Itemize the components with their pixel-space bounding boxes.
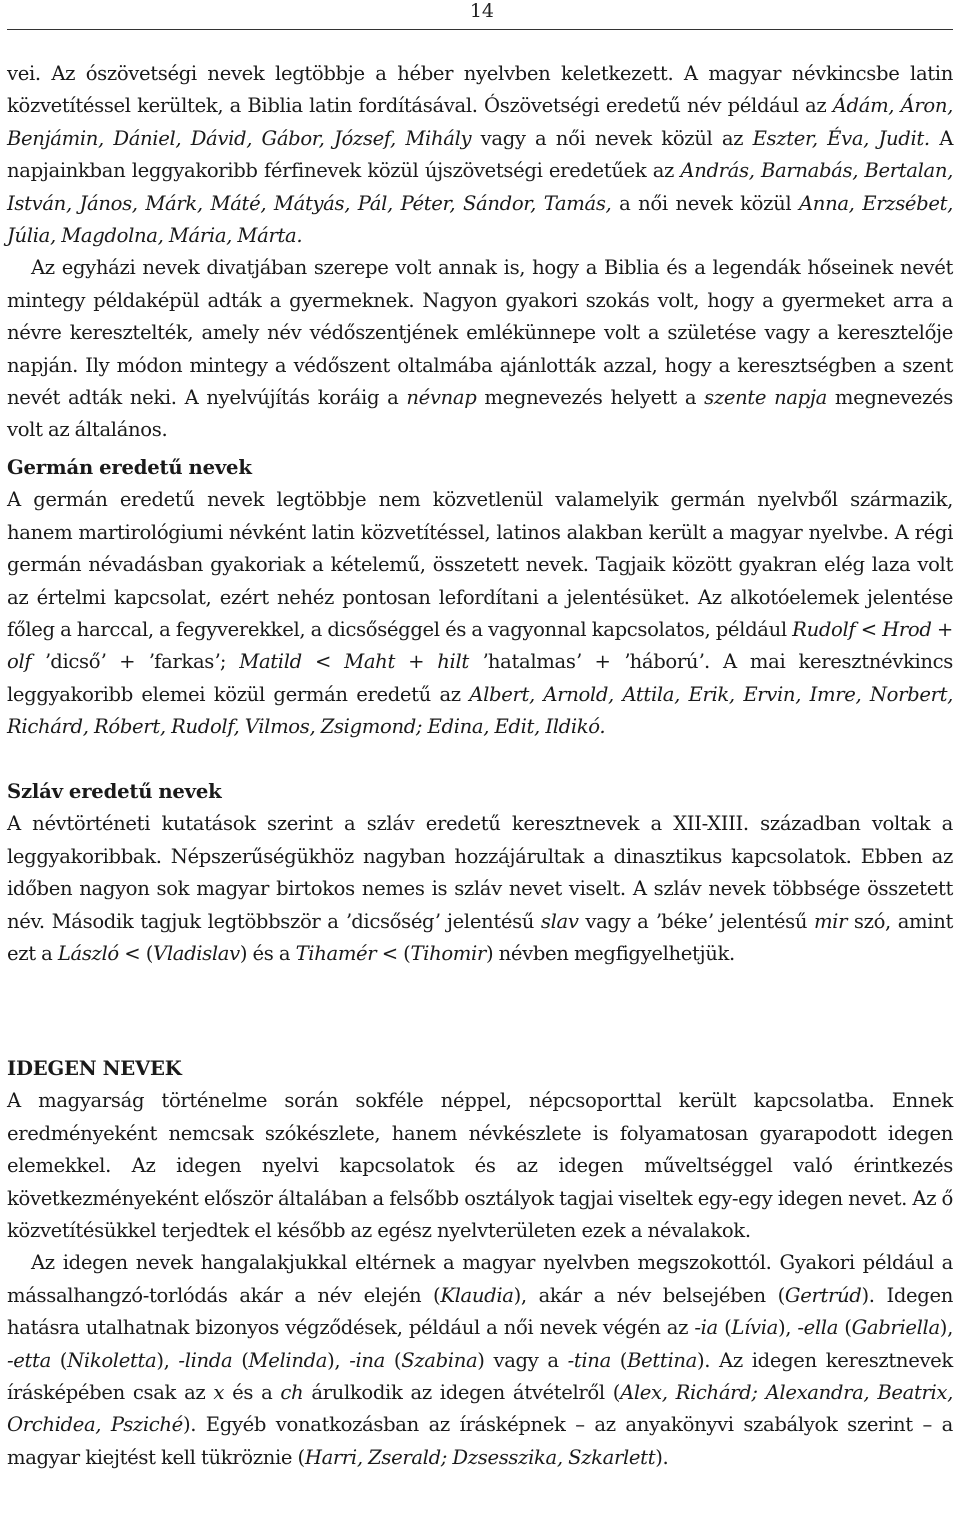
- german-section: [7, 452, 953, 744]
- italic-term: slav: [540, 909, 579, 933]
- italic-term: Nikoletta: [67, 1348, 157, 1372]
- italic-term: -ia: [694, 1316, 718, 1340]
- italic-term: Eszter, Éva, Judit.: [752, 126, 930, 150]
- italic-term: -ina: [349, 1348, 385, 1372]
- italic-term: Bettina: [627, 1348, 697, 1372]
- section-heading-foreign: IDEGEN NEVEK: [7, 1057, 182, 1080]
- italic-term: olf: [7, 650, 32, 674]
- slavic-section: [7, 776, 953, 970]
- italic-term: x: [213, 1381, 225, 1405]
- italic-term: Maht: [344, 650, 395, 674]
- italic-term: Anna, Erzsébet, Júlia, Magdolna, Mária, Márta.: [7, 191, 953, 248]
- italic-term: Lívia: [731, 1316, 778, 1340]
- section-heading-slavic: Szláv eredetű nevek: [7, 780, 222, 803]
- italic-term: Rudolf: [792, 618, 856, 642]
- foreign-paragraph-1: A magyarság történelme során sokféle néppel, népcsoporttal került kapcsolatba. Ennek eredményeként nemcsak szókészlete, hanem névkészlete is folyamatosan gyarapodott idegen elemekkel. Az idegen nyelvi kapcsolatok és az idegen műveltséggel való érintkezés következményeként először általában a felsőbb osztályok tagjai viseltek egy-egy idegen nevet. Az ő közvetítésükkel terjedtek el később az egész nyelvterületen ezek a névalakok.: [7, 1089, 953, 1243]
- italic-term: László: [57, 942, 119, 966]
- italic-term: -ella: [797, 1316, 839, 1340]
- intro-paragraph-2: Az egyházi nevek divatjában szerepe volt annak is, hogy a Biblia és a legendák hőseinek nevét mintegy példaképül adták a gyermeknek. Nagyon gyakori szokás volt, hogy a gyermeket arra a névre keresztelték, amely név védőszentjének emlékünnepe volt a születése vagy a keresztelője napján. Ily módon mintegy a védőszent oltalmába ajánlották azzal, hogy a keresztségben a szent nevét adták neki. A nyelvújítás koráig a névnap megnevezés helyett a szente napja megnevezés volt az általános.: [7, 256, 953, 442]
- italic-term: Harri, Zserald; Dzsesszika, Szkarlett: [304, 1445, 656, 1469]
- italic-term: Tihamér: [295, 942, 377, 966]
- italic-term: Klaudia: [440, 1283, 514, 1307]
- italic-term: mir: [813, 909, 848, 933]
- foreign-paragraph-2: Az idegen nevek hangalakjukkal eltérnek a magyar nyelvben megszokottól. Gyakori például a mássalhangzó-torlódás akár a név elején (Klaudia), akár a név belsejében (Gertrúd). Idegen hatásra utalhatnak bizonyos végződések, például a női nevek végén az -ia (Lívia), -ella (Gabriella), -etta (Nikoletta), -linda (Melinda), -ina (Szabina) vagy a -tina (Bettina). Az idegen keresztnevek írásképében csak az x és a ch árulkodik az idegen átvételről (Alex, Richárd; Alexandra, Beatrix, Orchidea, Psziché). Egyéb vonatkozásban az írásképnek – az anyakönyvi szabályok szerint – a magyar kiejtést kell tükröznie (Harri, Zserald; Dzsesszika, Szkarlett).: [7, 1251, 953, 1469]
- italic-term: Matild: [239, 650, 302, 674]
- italic-term: Alex, Richárd; Alexandra, Beatrix, Orchidea, Psziché: [7, 1381, 953, 1437]
- german-paragraph: A germán eredetű nevek legtöbbje nem közvetlenül valamelyik germán nyelvből származik, hanem martirológiumi névként latin közvetítéssel, latinos alakban került a magyar nyelvbe. A régi germán névadásban gyakoriak a kételemű, összetett nevek. Tagjaik között gyakran elég laza volt az értelmi kapcsolat, ezért nehéz pontosan lefordítani a jelentésüket. Az alkotóelemek jelentése főleg a harccal, a fegyverekkel, a dicsőséggel és a vagyonnal kapcsolatos, például Rudolf < Hrod + olf ʼdicsőʼ + ʼfarkasʼ; Matild < Maht + hilt ʼhatalmasʼ + ʼháborúʼ. A mai keresztnévkincs leggyakoribb elemei közül germán eredetű az Albert, Arnold, Attila, Erik, Ervin, Imre, Norbert, Richárd, Róbert, Rudolf, Vilmos, Zsigmond; Edina, Edit, Ildikó.: [7, 488, 953, 739]
- italic-term: Ádám, Áron, Benjámin, Dániel, Dávid, Gábor, József, Mihály: [7, 94, 953, 150]
- italic-term: Albert, Arnold, Attila, Erik, Ervin, Imre, Norbert, Richárd, Róbert, Rudolf, Vilmos, Zsigmond; Edina, Edit, Ildikó.: [7, 682, 953, 739]
- italic-term: -etta: [7, 1348, 51, 1372]
- slavic-paragraph: A névtörténeti kutatások szerint a szláv eredetű keresztnevek a XII-XIII. században voltak a leggyakoribbak. Népszerűségükhöz nagyban hozzájárultak a dinasztikus kapcsolatok. Ebben az időben nagyon sok magyar birtokos nemes is szláv nevet viselt. A szláv nevek többsége összetett név. Második tagjuk legtöbbször a ʼdicsőségʼ jelentésű slav vagy a ʼbékeʼ jelentésű mir szó, amint ezt a László < (Vladislav) és a Tihamér < (Tihomir) névben megfigyelhetjük.: [7, 812, 953, 966]
- header-rule: [7, 29, 953, 30]
- section-heading-german: Germán eredetű nevek: [7, 456, 252, 479]
- italic-term: Gertrúd: [784, 1283, 862, 1307]
- italic-term: Hrod: [882, 618, 932, 642]
- italic-term: Vladislav: [153, 942, 240, 966]
- italic-term: -linda: [178, 1348, 233, 1372]
- italic-term: hilt: [437, 650, 469, 674]
- italic-term: Szabina: [401, 1348, 478, 1372]
- page-number: 14: [469, 0, 494, 22]
- italic-term: ch: [280, 1381, 304, 1405]
- italic-term: Gabriella: [851, 1316, 940, 1340]
- italic-term: szente napja: [704, 386, 827, 410]
- italic-term: András, Barnabás, Bertalan, István, János, Márk, Máté, Mátyás, Pál, Péter, Sándor, Tamás,: [7, 159, 953, 215]
- foreign-section: [7, 1053, 953, 1474]
- italic-term: Melinda: [248, 1348, 328, 1372]
- italic-term: Tihomir: [410, 942, 486, 966]
- intro-paragraph-1: vei. Az ószövetségi nevek legtöbbje a héber nyelvben keletkezett. A magyar névkincsbe latin közvetítéssel kerültek, a Biblia latin fordításával. Ószövetségi eredetű név például az Ádám, Áron, Benjámin, Dániel, Dávid, Gábor, József, Mihály vagy a női nevek közül az Eszter, Éva, Judit. A napjainkban leggyakoribb férfinevek közül újszövetségi eredetűek az András, Barnabás, Bertalan, István, János, Márk, Máté, Mátyás, Pál, Péter, Sándor, Tamás, a női nevek közül Anna, Erzsébet, Júlia, Magdolna, Mária, Márta.: [7, 62, 953, 248]
- italic-term: névnap: [406, 386, 477, 410]
- italic-term: -tina: [567, 1348, 611, 1372]
- intro-section: [7, 58, 953, 447]
